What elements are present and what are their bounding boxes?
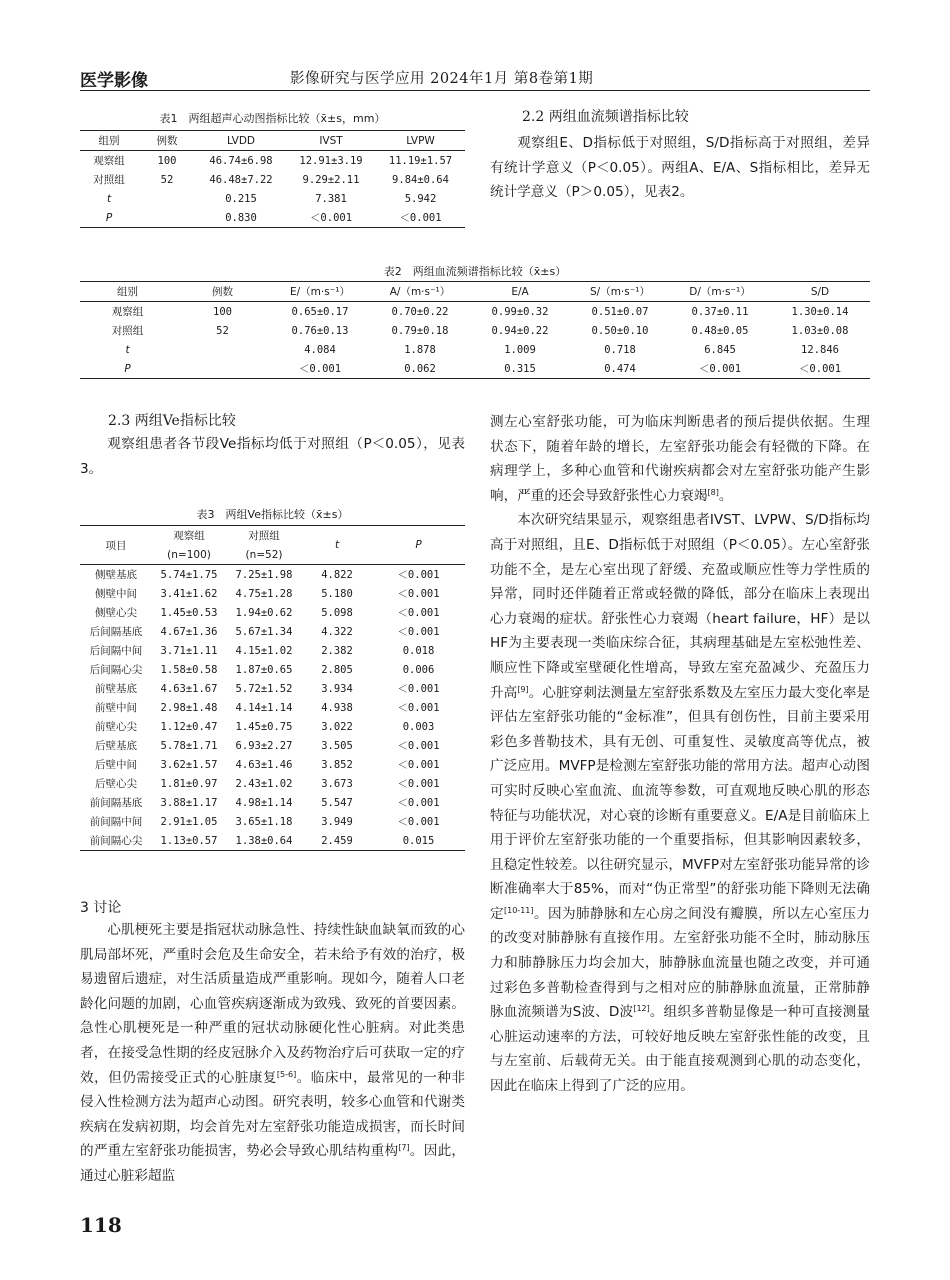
table3-cell: 3.852	[321, 758, 353, 771]
table1	[80, 130, 465, 228]
table1-cell: 对照组	[93, 174, 125, 186]
table2-cell: 0.70±0.22	[391, 305, 449, 318]
table3-cell: 6.93±2.27	[235, 739, 293, 752]
table1-cell: t	[106, 192, 112, 205]
table3-cell: 前间隔心尖	[80, 831, 152, 851]
table3-subcol-header: (n=100)	[152, 545, 226, 565]
table3-col-header: P	[372, 526, 465, 565]
table3-cell: 3.71±1.11	[160, 644, 218, 657]
table3-cell: 2.91±1.05	[160, 815, 218, 828]
table1-caption: 表1 两组超声心动图指标比较（x̄±s，mm）	[159, 112, 386, 125]
table1-cell: 0.215	[225, 192, 257, 205]
table3-cell: ＜0.001	[397, 683, 440, 695]
table3-caption: 表3 两组Ve指标比较（x̄±s）	[196, 508, 349, 521]
table3-row	[80, 717, 465, 736]
table1-cell: 12.91±3.19	[299, 154, 363, 167]
table3-cell: 侧壁中间	[95, 588, 137, 600]
table3-cell: 4.822	[321, 568, 353, 581]
table2-cell: 0.062	[370, 359, 470, 379]
table2-col-header: S/（m·s⁻¹）	[570, 282, 670, 302]
table2-col-header: D/（m·s⁻¹）	[670, 282, 770, 302]
table3-cell: 3.65±1.18	[235, 815, 293, 828]
section-2-3-title: 2.3 两组Ve指标比较	[108, 413, 236, 429]
table2-row	[80, 302, 870, 322]
table2-header-row	[80, 282, 870, 302]
table3-cell: 2.382	[321, 644, 353, 657]
table2-cell: 1.878	[404, 343, 436, 356]
table2-cell: ＜0.001	[670, 359, 770, 379]
table3-cell: ＜0.001	[397, 626, 440, 638]
table3-cell: 3.949	[321, 815, 353, 828]
table2-cell: 0.94±0.22	[491, 324, 549, 337]
table1-col-header: 例数	[138, 131, 196, 151]
table1-cell: 46.48±7.22	[209, 173, 273, 186]
section-2-3-paragraph: 观察组患者各节段Ve指标均低于对照组（P＜0.05），见表3。	[80, 436, 465, 477]
table1-header-row	[80, 131, 465, 151]
table3-cell: 4.15±1.02	[235, 644, 293, 657]
table3-cell: 前壁中间	[95, 702, 137, 714]
table2-cell: 12.846	[801, 343, 839, 356]
table2-row	[80, 340, 870, 359]
table3-row	[80, 622, 465, 641]
table1-cell: 11.19±1.57	[388, 154, 453, 167]
table2-cell: ＜0.001	[270, 359, 370, 379]
table3-cell: 5.180	[321, 587, 353, 600]
table3-cell: 1.13±0.57	[152, 831, 226, 851]
table3-cell: 4.63±1.46	[235, 758, 293, 771]
table3-cell: ＜0.001	[397, 569, 440, 581]
table1-cell: 5.942	[404, 192, 437, 205]
table3-cell: 后间隔中间	[89, 645, 143, 657]
table3-cell: 2.98±1.48	[160, 701, 218, 714]
table3-cell: 1.45±0.53	[160, 606, 218, 619]
table3-cell: 3.934	[321, 682, 353, 695]
table2-caption: 表2 两组血流频谱指标比较（x̄±s）	[383, 265, 567, 278]
table3-row	[80, 755, 465, 774]
table2-cell: 6.845	[704, 343, 736, 356]
table3-cell: 1.94±0.62	[235, 606, 293, 619]
table3-cell: 0.003	[402, 720, 435, 733]
table2-cell: 4.084	[304, 343, 336, 356]
table3-cell: ＜0.001	[397, 740, 440, 752]
table3-row	[80, 812, 465, 831]
table3-row	[80, 641, 465, 660]
table3-cell: 0.015	[372, 831, 465, 851]
table2-cell: 0.50±0.10	[591, 324, 649, 337]
table2-cell: 1.03±0.08	[791, 324, 849, 337]
table3-cell: 1.58±0.58	[160, 663, 218, 676]
table3-cell: 4.67±1.36	[160, 625, 218, 638]
table3-cell: 1.81±0.97	[160, 777, 218, 790]
table3-col-header: 对照组	[226, 526, 302, 546]
table3-cell: 5.74±1.75	[160, 568, 218, 581]
table3-row	[80, 584, 465, 603]
table2-row	[80, 359, 870, 379]
section-2-3-body	[80, 432, 465, 481]
table2-col-header: A/（m·s⁻¹）	[370, 282, 470, 302]
table3-col-header: t	[302, 526, 372, 565]
citation-ref: [10-11]	[504, 905, 534, 915]
table2-col-header: 组别	[80, 282, 175, 302]
table1-cell: 7.381	[315, 192, 347, 205]
table3-row	[80, 660, 465, 679]
table3-cell: ＜0.001	[397, 759, 440, 771]
table3-row	[80, 831, 465, 851]
citation-ref: [12]	[633, 1004, 650, 1014]
citation-ref: [7]	[398, 1143, 410, 1153]
table3-cell: 5.78±1.71	[160, 739, 218, 752]
table1-cell: 52	[160, 173, 174, 186]
table1-col-header: IVST	[286, 131, 376, 151]
table3-col-header: 项目	[80, 526, 152, 565]
table3-cell: ＜0.001	[397, 778, 440, 790]
table3-cell: 3.505	[321, 739, 353, 752]
table3-cell: 后间隔基底	[89, 626, 143, 638]
table1-cell: 观察组	[93, 155, 125, 167]
table1-cell: 100	[157, 154, 177, 167]
table2-cell: 1.009	[504, 343, 536, 356]
citation-ref: [5-6]	[276, 1069, 297, 1079]
discussion-paragraph-1: 心肌梗死主要是指冠状动脉急性、持续性缺血缺氧而致的心肌局部坏死，严重时会危及生命安全，若未给予有效的治疗，极易遗留后遗症，对生活质量造成严重影响。现如今，随着人口老龄化问题的加剧，心血管疾病逐渐成为致残、致死的首要因素。急性心肌梗死是一种严重的冠状动脉硬化性心脏病。对此类患者，在接受急性期的经皮冠脉介入及药物治疗后可获取一定的疗效，但仍需接受正式的心脏康复[5-6]。临床中，最常见的一种非侵入性检测方法为超声心动图。研究表明，较多心血管和代谢类疾病在发病初期，均会首先对左室舒张功能造成损害，而长时间的严重左室舒张功能损害，势必会导致心肌结构重构[7]。因此，通过心脏彩超监	[80, 922, 466, 1184]
table2-cell	[175, 359, 270, 379]
section-3-title: 3 讨论	[80, 900, 122, 916]
table3-row	[80, 774, 465, 793]
citation-ref: [9]	[517, 684, 529, 694]
table3-cell: 后壁中间	[95, 759, 137, 771]
table3-row	[80, 565, 465, 585]
table3-cell: 5.098	[321, 606, 353, 619]
table2-cell: 0.37±0.11	[691, 305, 749, 318]
table3-header-row	[80, 526, 465, 546]
table2-col-header: S/D	[770, 282, 870, 302]
section-2-2-paragraph: 观察组E、D指标低于对照组，S/D指标高于对照组，差异有统计学意义（P＜0.05）。两组A、E/A、S指标相比，差异无统计学意义（P＞0.05），见表2。	[490, 135, 870, 201]
table1-cell: P	[80, 208, 138, 228]
table3-cell: 1.87±0.65	[235, 663, 293, 676]
table1-cell	[138, 189, 196, 208]
table3-cell: 1.12±0.47	[160, 720, 218, 733]
table1-cell: 46.74±6.98	[209, 154, 273, 167]
table1-cell: ＜0.001	[376, 208, 465, 228]
table1-cell: 9.29±2.11	[302, 173, 360, 186]
table2-cell	[175, 340, 270, 359]
table1-row	[80, 208, 465, 228]
table3	[80, 525, 465, 851]
table3-row	[80, 603, 465, 622]
table3-cell: 3.673	[321, 777, 353, 790]
table2-cell: 对照组	[111, 325, 144, 337]
table1-row	[80, 170, 465, 189]
table1-col-header: 组别	[80, 131, 138, 151]
table3-cell: 2.805	[321, 663, 353, 676]
table3-cell: 3.62±1.57	[160, 758, 218, 771]
table3-cell: 后间隔心尖	[89, 664, 143, 676]
discussion-right-column	[490, 410, 870, 1099]
table1-row	[80, 189, 465, 208]
table3-cell: ＜0.001	[397, 702, 440, 714]
table3-cell: ＜0.001	[397, 797, 440, 809]
table3-cell: 1.45±0.75	[235, 720, 293, 733]
table3-cell: 4.98±1.14	[235, 796, 293, 809]
table3-row	[80, 793, 465, 812]
table2-cell: 0.718	[604, 343, 636, 356]
table3-cell: 前间隔中间	[89, 816, 143, 828]
table2-col-header: 例数	[175, 282, 270, 302]
table3-subcol-header: (n=52)	[226, 545, 302, 565]
discussion-left-column	[80, 918, 465, 1189]
section-2-2-title: 2.2 两组血流频谱指标比较	[522, 109, 689, 125]
table3-cell: 侧壁心尖	[95, 607, 137, 619]
table3-cell: ＜0.001	[397, 588, 440, 600]
discussion-paragraph-2: 本次研究结果显示，观察组患者IVST、LVPW、S/D指标均高于对照组，且E、D指标低于对照组（P＜0.05）。左心室舒张功能不全，是左心室出现了舒缓、充盈或顺应性等力学性质的异常，同时还伴随着正常或轻微的降低，部分在临床上表现出心力衰竭的症状。舒张性心力衰竭（heart failure，HF）是以HF为主要表现一类临床综合征，其病理基础是左室松弛性差、顺应性下降或室壁硬化性增高，导致左室充盈减少、充盈压力升高[9]。心脏穿刺法测量左室舒张系数及左室压力最大变化率是评估左室舒张功能的“金标准”，但具有创伤性，目前主要采用彩色多普勒技术，具有无创、可重复性、灵敏度高等优点，被广泛应用。MVFP是检测左室舒张功能的常用方法。超声心动图可实时反映心室血流、血流等参数，可直观地反映心肌的形态特征与功能状况，对心衰的诊断有重要意义。E/A是目前临床上用于评价左室舒张功能的一个重要指标，但其影响因素较多，且稳定性较差。以往研究显示，MVFP对左室舒张功能异常的诊断准确率大于85%，而对“伪正常型”的舒张功能下降则无法确定[10-11]。因为肺静脉和左心房之间没有瓣膜，所以左心室压力的改变对肺静脉有直接作用。左室舒张功能不全时，肺动脉压力和肺静脉压力均会加大，肺静脉血流量也随之改变，并可通过彩色多普勒检查得到与之相对应的肺静脉血流量，正常肺静脉血流频谱为S波、D波[12]。组织多普勒显像是一种可直接测量心脏运动速率的方法，可较好地反映左室舒张性能的改变，且与左室前、后载荷无关。由于能直接观测到心肌的动态变化，因此在临床上得到了广泛的应用。	[490, 512, 871, 1095]
table3-cell: 后壁心尖	[95, 778, 137, 790]
section-2-2-body	[490, 131, 870, 205]
table3-cell: 0.018	[402, 644, 435, 657]
table3-cell: 3.88±1.17	[160, 796, 218, 809]
table3-cell: 0.006	[402, 663, 435, 676]
issue-info: 影像研究与医学应用 2024年1月 第8卷第1期	[290, 71, 594, 87]
table2-cell: 0.51±0.07	[591, 305, 649, 318]
table3-cell: 2.459	[302, 831, 372, 851]
table3-cell: 4.63±1.67	[160, 682, 218, 695]
table2-cell: 100	[213, 305, 232, 318]
table3-cell: 前壁心尖	[95, 721, 137, 733]
table1-cell: ＜0.001	[286, 208, 376, 228]
table2-cell: ＜0.001	[770, 359, 870, 379]
table3-row	[80, 736, 465, 755]
table2-col-header: E/（m·s⁻¹）	[270, 282, 370, 302]
discussion-paragraph-1-cont: 测左心室舒张功能，可为临床判断患者的预后提供依据。生理状态下，随着年龄的增长，左室舒张功能会有轻微的下降。在病理学上，多种心血管和代谢疾病都会对左室舒张功能产生影响，严重的还会导致舒张性心力衰竭[8]。	[490, 414, 870, 504]
table3-col-header: 观察组	[152, 526, 226, 546]
header-rule	[80, 90, 870, 91]
table2-cell: 0.48±0.05	[691, 324, 749, 337]
table3-cell: 5.547	[321, 796, 353, 809]
table3-cell: 1.38±0.64	[226, 831, 302, 851]
page-number: 118	[80, 1213, 122, 1237]
table2-col-header: E/A	[470, 282, 570, 302]
table1-cell: 0.830	[196, 208, 286, 228]
table3-cell: 4.14±1.14	[235, 701, 293, 714]
table3-cell: 7.25±1.98	[235, 568, 293, 581]
table3-row	[80, 698, 465, 717]
table3-cell: 5.72±1.52	[235, 682, 293, 695]
table2-cell: t	[125, 343, 130, 356]
table3-cell: 4.938	[321, 701, 353, 714]
journal-logo-text: 医学影像	[80, 71, 148, 91]
table3-cell: 前间隔基底	[89, 797, 143, 809]
citation-ref: [8]	[707, 487, 719, 497]
table3-cell: 4.322	[321, 625, 353, 638]
table2-cell: 0.99±0.32	[491, 305, 549, 318]
table3-cell: 后壁基底	[95, 740, 137, 752]
table2-row	[80, 321, 870, 340]
table3-cell: ＜0.001	[397, 816, 440, 828]
table1-row	[80, 151, 465, 171]
table3-cell: ＜0.001	[397, 607, 440, 619]
table3-cell: 3.022	[321, 720, 353, 733]
table3-cell: 3.41±1.62	[160, 587, 218, 600]
table2-cell: P	[80, 359, 175, 379]
table1-col-header: LVDD	[196, 131, 286, 151]
table3-cell: 4.75±1.28	[235, 587, 293, 600]
table2	[80, 281, 870, 379]
table2-cell: 0.315	[470, 359, 570, 379]
table2-cell: 观察组	[111, 306, 144, 318]
table3-cell: 2.43±1.02	[235, 777, 293, 790]
table1-col-header: LVPW	[376, 131, 465, 151]
table3-cell: 前壁基底	[95, 683, 137, 695]
table1-cell: 9.84±0.64	[392, 173, 449, 186]
table2-cell: 0.76±0.13	[291, 324, 349, 337]
table3-cell: 侧壁基底	[95, 569, 137, 581]
table3-cell: 5.67±1.34	[235, 625, 293, 638]
table2-cell: 0.79±0.18	[391, 324, 449, 337]
table1-cell	[138, 208, 196, 228]
table2-cell: 1.30±0.14	[791, 305, 849, 318]
table2-cell: 52	[216, 324, 229, 337]
table2-cell: 0.474	[570, 359, 670, 379]
table2-cell: 0.65±0.17	[291, 305, 349, 318]
table3-row	[80, 679, 465, 698]
